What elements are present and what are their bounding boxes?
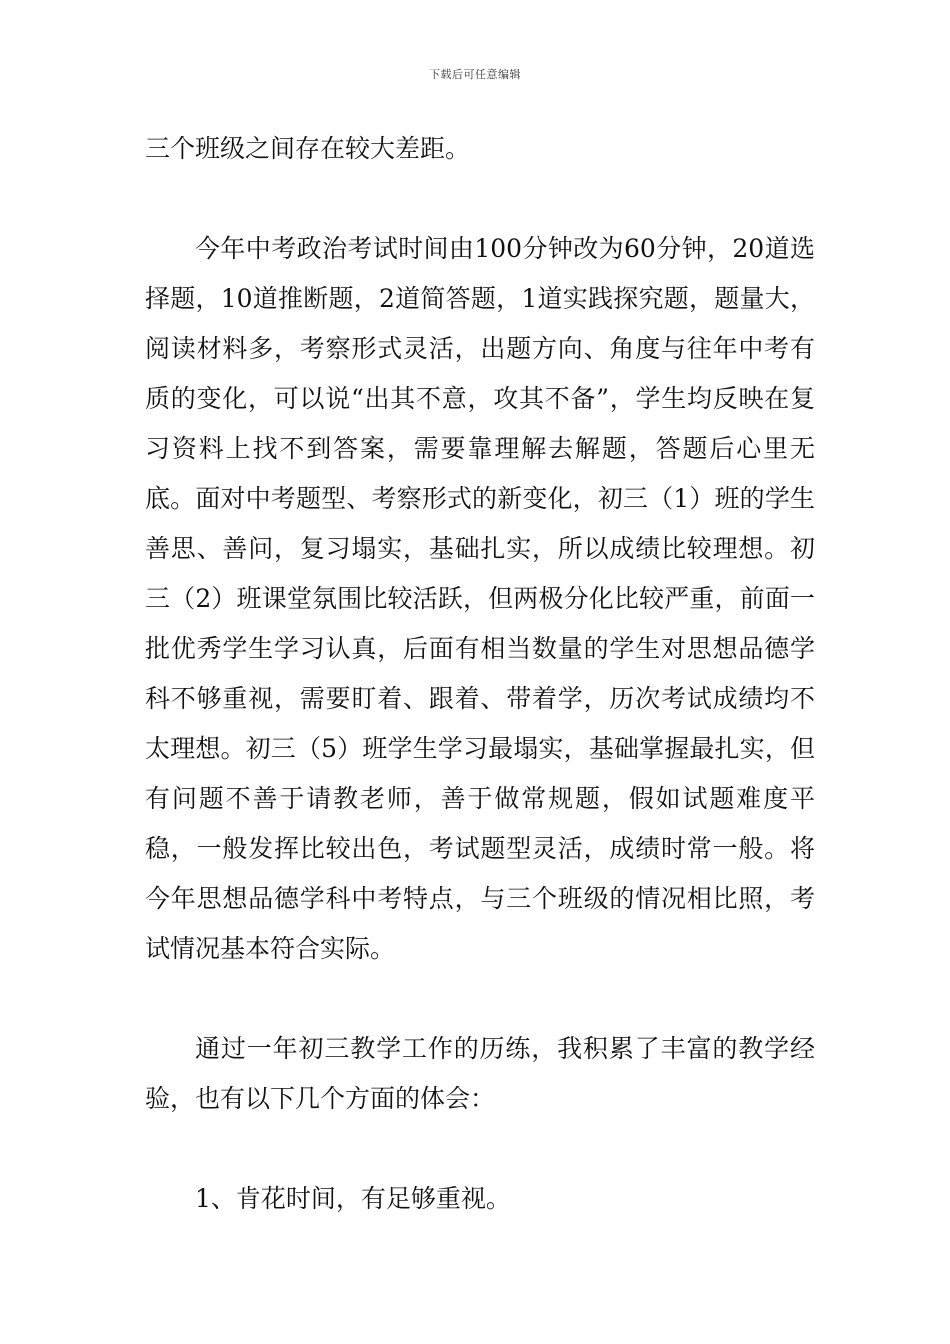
paragraph-exam-analysis: 今年中考政治考试时间由100分钟改为60分钟，20道选择题，10道推断题，2道简答题，1道实践探究题，题量大，阅读材料多，考察形式灵活，出题方向、角度与往年中考有质的变化，可以说“出其不意，攻其不备”，学生均反映在复习资料上找不到答案，需要靠理解去解题，答题后心里无底。面对中考题型、考察形式的新变化，初三（1）班的学生善思、善问，复习塌实，基础扎实，所以成绩比较理想。初三（2）班课堂氛围比较活跃，但两极分化比较严重，前面一批优秀学生学习认真，后面有相当数量的学生对思想品德学科不够重视，需要盯着、跟着、带着学，历次考试成绩均不太理想。初三（5）班学生学习最塌实，基础掌握最扎实，但有问题不善于请教老师，善于做常规题，假如试题难度平稳，一般发挥比较出色，考试题型灵活，成绩时常一般。将今年思想品德学科中考特点，与三个班级的情况相比照，考试情况基本符合实际。 — [145, 234, 815, 963]
paragraph-point-1: 1、肯花时间，有足够重视。 — [195, 1184, 511, 1213]
paragraph-continuation: 三个班级之间存在较大差距。 — [145, 134, 471, 163]
paragraph-experience-intro: 通过一年初三教学工作的历练，我积累了丰富的教学经验，也有以下几个方面的体会： — [145, 1034, 815, 1113]
header-note: 下载后可任意编辑 — [429, 68, 521, 81]
